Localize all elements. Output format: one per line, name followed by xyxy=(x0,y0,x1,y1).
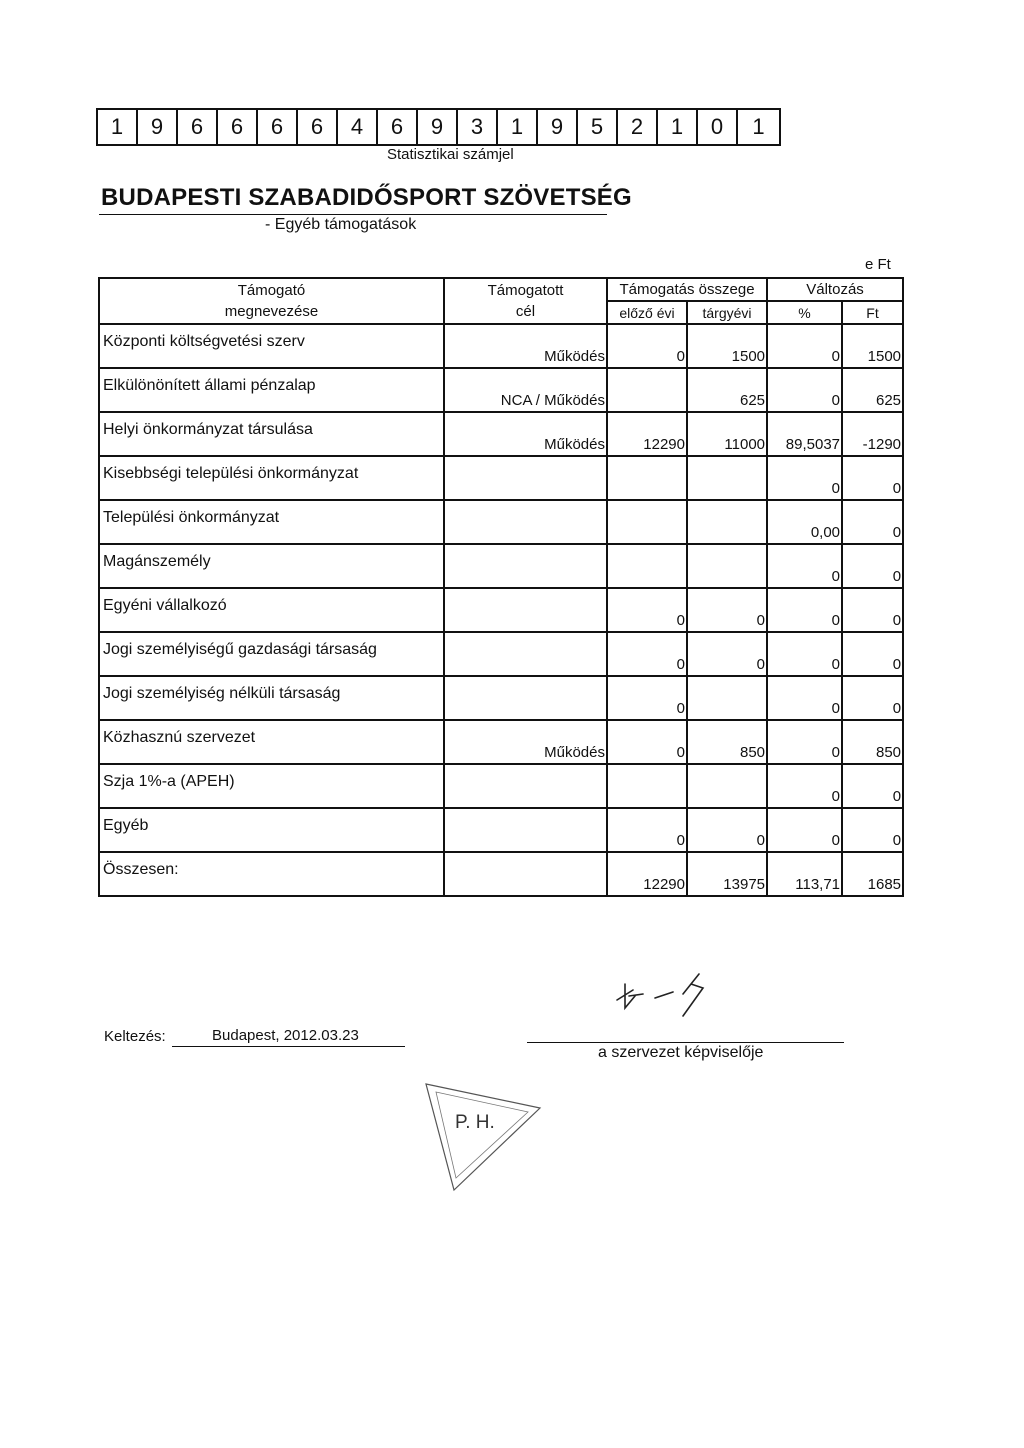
current-year-amount xyxy=(687,676,767,720)
supported-purpose xyxy=(444,588,607,632)
table-row xyxy=(99,324,903,368)
change-percent: 0 xyxy=(767,808,842,852)
table-row xyxy=(99,632,903,676)
change-ft: 0 xyxy=(842,456,903,500)
supported-purpose: Működés xyxy=(444,720,607,764)
stat-digit: 9 xyxy=(418,110,458,144)
table-row xyxy=(99,412,903,456)
current-year-amount: 13975 xyxy=(687,852,767,896)
supported-purpose xyxy=(444,764,607,808)
current-year-amount: 1500 xyxy=(687,324,767,368)
header-ft: Ft xyxy=(842,301,903,324)
supporter-name: Települési önkormányzat xyxy=(99,500,444,544)
change-ft: 1685 xyxy=(842,852,903,896)
stat-digit: 0 xyxy=(698,110,738,144)
change-ft: 0 xyxy=(842,808,903,852)
supported-purpose xyxy=(444,500,607,544)
stat-digit: 1 xyxy=(98,110,138,144)
current-year-amount: 0 xyxy=(687,808,767,852)
header-percent: % xyxy=(767,301,842,324)
supporter-name: Összesen: xyxy=(99,852,444,896)
change-percent: 0 xyxy=(767,456,842,500)
current-year-amount: 0 xyxy=(687,588,767,632)
prev-year-amount xyxy=(607,764,687,808)
change-percent: 0 xyxy=(767,720,842,764)
prev-year-amount: 0 xyxy=(607,808,687,852)
change-percent: 0 xyxy=(767,764,842,808)
current-year-amount: 625 xyxy=(687,368,767,412)
prev-year-amount: 0 xyxy=(607,676,687,720)
change-percent: 89,5037 xyxy=(767,412,842,456)
table-row xyxy=(99,764,903,808)
table-row xyxy=(99,676,903,720)
header-change: Változás xyxy=(767,278,903,301)
stat-digit: 9 xyxy=(138,110,178,144)
change-percent: 0 xyxy=(767,544,842,588)
change-ft: 0 xyxy=(842,676,903,720)
supporter-name: Magánszemély xyxy=(99,544,444,588)
supporter-name: Elkülönönített állami pénzalap xyxy=(99,368,444,412)
official-stamp-icon xyxy=(418,1076,548,1196)
supported-purpose xyxy=(444,632,607,676)
header-supporter-line1: Támogató xyxy=(237,282,306,299)
table-row xyxy=(99,500,903,544)
stat-digit: 6 xyxy=(178,110,218,144)
change-percent: 0,00 xyxy=(767,500,842,544)
title-underline xyxy=(99,214,607,215)
current-year-amount xyxy=(687,544,767,588)
supported-purpose xyxy=(444,544,607,588)
change-ft: 850 xyxy=(842,720,903,764)
change-ft: 0 xyxy=(842,588,903,632)
header-purpose-line1: Támogatott xyxy=(487,282,564,299)
change-percent: 0 xyxy=(767,324,842,368)
header-purpose-line2: cél xyxy=(515,303,536,320)
change-ft: 0 xyxy=(842,764,903,808)
change-ft: 1500 xyxy=(842,324,903,368)
current-year-amount xyxy=(687,456,767,500)
handwritten-signature xyxy=(595,968,775,1028)
stat-digit: 2 xyxy=(618,110,658,144)
table-row xyxy=(99,368,903,412)
date-underline xyxy=(172,1046,405,1047)
supported-purpose: NCA / Működés xyxy=(444,368,607,412)
change-percent: 0 xyxy=(767,588,842,632)
stat-digit: 5 xyxy=(578,110,618,144)
prev-year-amount xyxy=(607,544,687,588)
current-year-amount xyxy=(687,764,767,808)
table-body xyxy=(99,324,903,896)
current-year-amount: 11000 xyxy=(687,412,767,456)
stat-digit: 3 xyxy=(458,110,498,144)
prev-year-amount: 12290 xyxy=(607,412,687,456)
table-row xyxy=(99,456,903,500)
prev-year-amount: 0 xyxy=(607,632,687,676)
prev-year-amount: 0 xyxy=(607,324,687,368)
supported-purpose: Működés xyxy=(444,412,607,456)
supporter-name: Egyéni vállalkozó xyxy=(99,588,444,632)
header-purpose xyxy=(444,278,607,324)
supporter-name: Szja 1%-a (APEH) xyxy=(99,764,444,808)
table-row xyxy=(99,544,903,588)
document-subtitle: - Egyéb támogatások xyxy=(265,216,417,233)
stat-digit: 1 xyxy=(752,114,765,139)
change-ft: 625 xyxy=(842,368,903,412)
signature-line xyxy=(527,1042,844,1043)
change-ft: 0 xyxy=(842,632,903,676)
total-row xyxy=(99,852,903,896)
stat-number-boxes xyxy=(96,108,781,146)
supporter-name: Központi költségvetési szerv xyxy=(99,324,444,368)
change-percent: 113,71 xyxy=(767,852,842,896)
supporter-name: Helyi önkormányzat társulása xyxy=(99,412,444,456)
stat-digit: 6 xyxy=(218,110,258,144)
supported-purpose xyxy=(444,808,607,852)
supported-purpose xyxy=(444,852,607,896)
org-title: BUDAPESTI SZABADIDŐSPORT SZÖVETSÉG xyxy=(101,184,632,211)
stat-digit: 1 xyxy=(658,110,698,144)
signer-caption: a szervezet képviselője xyxy=(598,1044,764,1061)
change-ft: 0 xyxy=(842,544,903,588)
table-row xyxy=(99,808,903,852)
supporter-name: Közhasznú szervezet xyxy=(99,720,444,764)
prev-year-amount xyxy=(607,500,687,544)
change-percent: 0 xyxy=(767,368,842,412)
supporter-name: Kisebbségi települési önkormányzat xyxy=(99,456,444,500)
stat-digit: 4 xyxy=(338,110,378,144)
change-percent: 0 xyxy=(767,676,842,720)
prev-year-amount: 0 xyxy=(607,588,687,632)
stat-digit: 6 xyxy=(378,110,418,144)
stat-number-label: Statisztikai számjel xyxy=(387,146,514,163)
support-table xyxy=(98,277,904,897)
prev-year-amount: 12290 xyxy=(607,852,687,896)
date-value: Budapest, 2012.03.23 xyxy=(212,1027,359,1044)
change-ft: 0 xyxy=(842,500,903,544)
header-prev-year: előző évi xyxy=(607,301,687,324)
change-ft: -1290 xyxy=(842,412,903,456)
unit-label: e Ft xyxy=(865,256,891,273)
current-year-amount: 850 xyxy=(687,720,767,764)
supported-purpose xyxy=(444,676,607,720)
table-row xyxy=(99,720,903,764)
supporter-name: Jogi személyiségű gazdasági társaság xyxy=(99,632,444,676)
current-year-amount: 0 xyxy=(687,632,767,676)
change-percent: 0 xyxy=(767,632,842,676)
prev-year-amount: 0 xyxy=(607,720,687,764)
table-row xyxy=(99,588,903,632)
table-header-row xyxy=(99,278,903,301)
header-supporter-line2: megnevezése xyxy=(224,303,319,320)
date-label: Keltezés: xyxy=(104,1028,166,1045)
stat-digit: 6 xyxy=(258,110,298,144)
supported-purpose xyxy=(444,456,607,500)
current-year-amount xyxy=(687,500,767,544)
header-supporter xyxy=(99,278,444,324)
supporter-name: Egyéb xyxy=(99,808,444,852)
prev-year-amount xyxy=(607,456,687,500)
header-amount: Támogatás összege xyxy=(607,278,767,301)
header-current-year: tárgyévi xyxy=(687,301,767,324)
supported-purpose: Működés xyxy=(444,324,607,368)
stamp-text: P. H. xyxy=(455,1112,495,1133)
stat-digit: 6 xyxy=(298,110,338,144)
stat-digit: 1 xyxy=(498,110,538,144)
prev-year-amount xyxy=(607,368,687,412)
stat-digit: 9 xyxy=(538,110,578,144)
supporter-name: Jogi személyiség nélküli társaság xyxy=(99,676,444,720)
